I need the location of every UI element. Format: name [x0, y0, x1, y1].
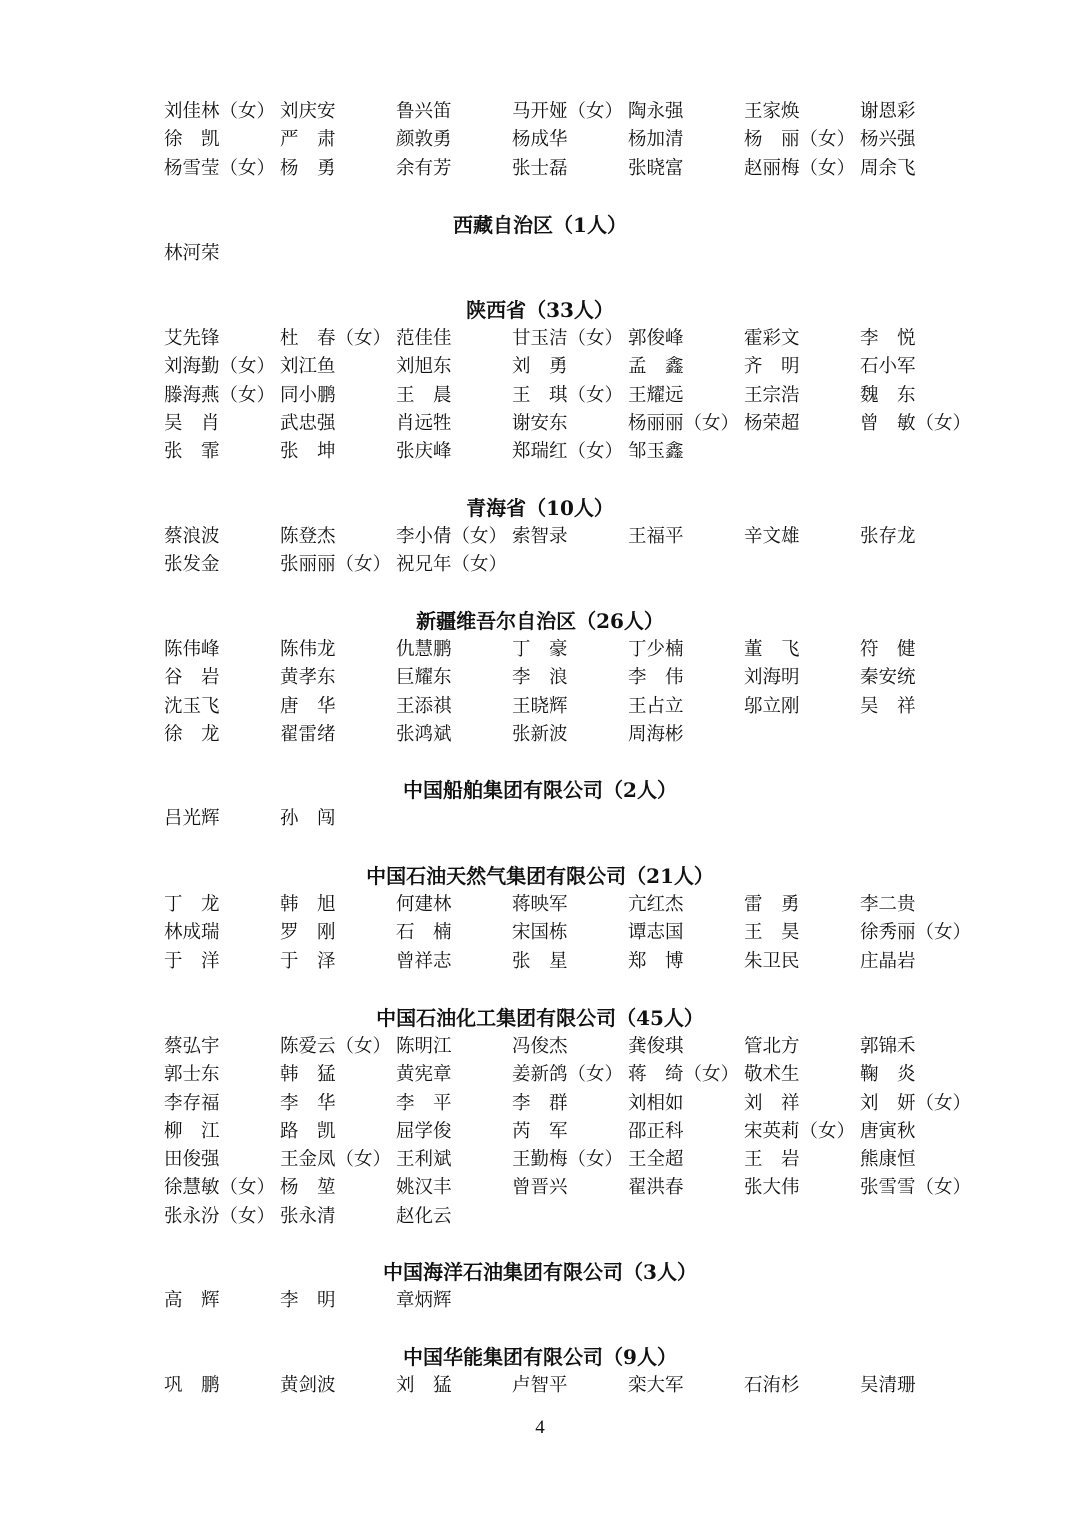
- person-name: 石洧杉: [744, 1375, 800, 1396]
- name-block: [0, 1033, 1080, 1231]
- name-block: [0, 325, 1080, 466]
- person-name: 王 琪（女）: [512, 384, 624, 406]
- person-name: 翟洪春: [628, 1177, 684, 1199]
- person-name: 谷 岩: [164, 667, 220, 689]
- person-name: 石小军: [860, 356, 916, 378]
- name-row: [0, 891, 1080, 919]
- person-name: 丁少楠: [628, 639, 684, 660]
- name-row: [0, 1118, 1080, 1146]
- person-name: 王利斌: [396, 1149, 452, 1171]
- name-row: [0, 126, 1080, 154]
- person-name: 熊康恒: [860, 1149, 916, 1171]
- person-name: 郑瑞红（女）: [512, 441, 624, 463]
- person-name: 马开娅（女）: [512, 101, 624, 122]
- name-row: [0, 1061, 1080, 1089]
- person-name: 郭锦禾: [860, 1036, 916, 1057]
- person-name: 滕海燕（女）: [164, 384, 276, 406]
- name-row: [0, 240, 1080, 268]
- person-name: 柳 江: [164, 1120, 220, 1142]
- person-name: 同小鹏: [280, 384, 336, 406]
- person-name: 周余飞: [860, 157, 916, 179]
- person-name: 陶永强: [628, 101, 684, 122]
- person-name: 刘旭东: [396, 356, 452, 378]
- name-row: [0, 1174, 1080, 1202]
- person-name: 张 星: [512, 950, 568, 972]
- person-name: 李 悦: [860, 328, 916, 349]
- name-row: [0, 410, 1080, 438]
- person-name: 李 浪: [512, 667, 568, 689]
- person-name: 李 华: [280, 1092, 336, 1114]
- person-name: 路 凯: [280, 1120, 336, 1142]
- section-heading: 中国华能集团有限公司（9人）: [403, 1345, 677, 1369]
- name-row: [0, 353, 1080, 381]
- person-name: 李小倩（女）: [396, 526, 508, 547]
- person-name: 谢恩彩: [860, 101, 916, 122]
- person-name: 谢安东: [512, 412, 568, 434]
- name-row: [0, 325, 1080, 353]
- person-name: 徐 凯: [164, 129, 220, 151]
- name-row: [0, 1287, 1080, 1315]
- person-name: 王 昊: [744, 922, 800, 944]
- person-name: 张 坤: [280, 441, 336, 463]
- person-name: 韩 猛: [280, 1064, 336, 1086]
- person-name: 李 平: [396, 1092, 452, 1114]
- person-name: 符 健: [860, 639, 916, 660]
- name-row: [0, 1203, 1080, 1231]
- person-name: 蔡弘宇: [164, 1036, 220, 1057]
- person-name: 刘 勇: [512, 356, 568, 378]
- person-name: 王占立: [628, 695, 684, 717]
- person-name: 鲁兴笛: [396, 101, 452, 122]
- name-block: [0, 523, 1080, 580]
- name-row: [0, 1372, 1080, 1400]
- person-name: 艾先锋: [164, 328, 220, 349]
- person-name: 杨荣超: [744, 412, 800, 434]
- person-name: 王 晨: [396, 384, 452, 406]
- person-name: 张永汾（女）: [164, 1205, 276, 1227]
- person-name: 芮 军: [512, 1120, 568, 1142]
- person-name: 唐寅秋: [860, 1120, 916, 1142]
- person-name: 索智录: [512, 526, 568, 547]
- person-name: 陈爱云（女）: [280, 1036, 392, 1057]
- name-block: [0, 891, 1080, 976]
- name-block: [0, 98, 1080, 183]
- person-name: 肖远牲: [396, 412, 452, 434]
- person-name: 田俊强: [164, 1149, 220, 1171]
- name-row: [0, 1146, 1080, 1174]
- person-name: 张鸿斌: [396, 723, 452, 745]
- person-name: 武忠强: [280, 412, 336, 434]
- name-block: [0, 1372, 1080, 1400]
- person-name: 黄孝东: [280, 667, 336, 689]
- person-name: 张新波: [512, 723, 568, 745]
- person-name: 石 楠: [396, 922, 452, 944]
- person-name: 刘 妍（女）: [860, 1092, 972, 1114]
- name-row: [0, 551, 1080, 579]
- name-row: [0, 721, 1080, 749]
- person-name: 董 飞: [744, 639, 800, 660]
- person-name: 王 岩: [744, 1149, 800, 1171]
- name-row: [0, 636, 1080, 664]
- person-name: 管北方: [744, 1036, 800, 1057]
- person-name: 孟 鑫: [628, 356, 684, 378]
- person-name: 林河荣: [164, 243, 220, 264]
- name-row: [0, 523, 1080, 551]
- person-name: 魏 东: [860, 384, 916, 406]
- person-name: 冯俊杰: [512, 1036, 568, 1057]
- person-name: 杨加清: [628, 129, 684, 151]
- person-name: 宋英莉（女）: [744, 1120, 856, 1142]
- person-name: 甘玉洁（女）: [512, 328, 624, 349]
- person-name: 巨耀东: [396, 667, 452, 689]
- person-name: 吴清珊: [860, 1375, 916, 1396]
- name-row: [0, 1033, 1080, 1061]
- person-name: 于 洋: [164, 950, 220, 972]
- person-name: 陈伟峰: [164, 639, 220, 660]
- person-name: 李存福: [164, 1092, 220, 1114]
- person-name: 曾祥志: [396, 950, 452, 972]
- person-name: 亢红杰: [628, 894, 684, 915]
- person-name: 姜新鸽（女）: [512, 1064, 624, 1086]
- person-name: 邵正科: [628, 1120, 684, 1142]
- person-name: 沈玉飞: [164, 695, 220, 717]
- name-row: [0, 1090, 1080, 1118]
- person-name: 曾 敏（女）: [860, 412, 972, 434]
- person-name: 刘 猛: [396, 1375, 452, 1396]
- person-name: 陈明江: [396, 1036, 452, 1057]
- name-row: [0, 98, 1080, 126]
- section-heading: 中国海洋石油集团有限公司（3人）: [383, 1260, 697, 1284]
- person-name: 徐 龙: [164, 723, 220, 745]
- person-name: 曾晋兴: [512, 1177, 568, 1199]
- person-name: 王家焕: [744, 101, 800, 122]
- person-name: 李 群: [512, 1092, 568, 1114]
- person-name: 王福平: [628, 526, 684, 547]
- person-name: 张晓富: [628, 157, 684, 179]
- person-name: 邹玉鑫: [628, 441, 684, 463]
- person-name: 刘 祥: [744, 1092, 800, 1114]
- person-name: 郑 博: [628, 950, 684, 972]
- person-name: 王添祺: [396, 695, 452, 717]
- person-name: 徐慧敏（女）: [164, 1177, 276, 1199]
- person-name: 蒋映军: [512, 894, 568, 915]
- person-name: 王金凤（女）: [280, 1149, 392, 1171]
- name-block: [0, 240, 1080, 268]
- person-name: 赵化云: [396, 1205, 452, 1227]
- person-name: 唐 华: [280, 695, 336, 717]
- person-name: 李二贵: [860, 894, 916, 915]
- person-name: 颜敦勇: [396, 129, 452, 151]
- person-name: 孙 闯: [280, 808, 336, 829]
- person-name: 张士磊: [512, 157, 568, 179]
- name-row: [0, 382, 1080, 410]
- page-number: 4: [535, 1417, 545, 1438]
- person-name: 霍彩文: [744, 328, 800, 349]
- section-heading: 新疆维吾尔自治区（26人）: [416, 609, 664, 633]
- person-name: 巩 鹏: [164, 1375, 220, 1396]
- person-name: 张发金: [164, 554, 220, 576]
- person-name: 郭士东: [164, 1064, 220, 1086]
- person-name: 庄晶岩: [860, 950, 916, 972]
- person-name: 杨丽丽（女）: [628, 412, 740, 434]
- person-name: 何建林: [396, 894, 452, 915]
- person-name: 张永清: [280, 1205, 336, 1227]
- name-row: [0, 919, 1080, 947]
- name-row: [0, 155, 1080, 183]
- section-heading: 陕西省（33人）: [466, 298, 614, 322]
- person-name: 严 肃: [280, 129, 336, 151]
- person-name: 韩 旭: [280, 894, 336, 915]
- section-heading: 中国石油天然气集团有限公司（21人）: [366, 864, 714, 888]
- person-name: 刘佳林（女）: [164, 101, 276, 122]
- person-name: 杨 勇: [280, 157, 336, 179]
- person-name: 朱卫民: [744, 950, 800, 972]
- name-block: [0, 636, 1080, 749]
- person-name: 杨成华: [512, 129, 568, 151]
- person-name: 吴 祥: [860, 695, 916, 717]
- person-name: 余有芳: [396, 157, 452, 179]
- person-name: 杨雪莹（女）: [164, 157, 276, 179]
- name-row: [0, 693, 1080, 721]
- person-name: 赵丽梅（女）: [744, 157, 856, 179]
- person-name: 卢智平: [512, 1375, 568, 1396]
- person-name: 秦安统: [860, 667, 916, 689]
- person-name: 张庆峰: [396, 441, 452, 463]
- person-name: 翟雷绪: [280, 723, 336, 745]
- section-heading: 西藏自治区（1人）: [453, 213, 627, 237]
- section-heading: 青海省（10人）: [466, 496, 614, 520]
- person-name: 黄剑波: [280, 1375, 336, 1396]
- person-name: 宋国栋: [512, 922, 568, 944]
- person-name: 丁 豪: [512, 639, 568, 660]
- section-heading: 中国石油化工集团有限公司（45人）: [376, 1006, 704, 1030]
- name-row: [0, 664, 1080, 692]
- person-name: 吴 肖: [164, 412, 220, 434]
- person-name: 罗 刚: [280, 922, 336, 944]
- person-name: 郭俊峰: [628, 328, 684, 349]
- person-name: 蔡浪波: [164, 526, 220, 547]
- person-name: 周海彬: [628, 723, 684, 745]
- person-name: 张 霏: [164, 441, 220, 463]
- name-row: [0, 948, 1080, 976]
- person-name: 章炳辉: [396, 1290, 452, 1311]
- person-name: 辛文雄: [744, 526, 800, 547]
- person-name: 刘海勤（女）: [164, 356, 276, 378]
- person-name: 姚汉丰: [396, 1177, 452, 1199]
- person-name: 杨 丽（女）: [744, 129, 856, 151]
- person-name: 邬立刚: [744, 695, 800, 717]
- person-name: 张大伟: [744, 1177, 800, 1199]
- person-name: 张丽丽（女）: [280, 554, 392, 576]
- person-name: 雷 勇: [744, 894, 800, 915]
- person-name: 刘庆安: [280, 101, 336, 122]
- name-row: [0, 438, 1080, 466]
- person-name: 丁 龙: [164, 894, 220, 915]
- person-name: 谭志国: [628, 922, 684, 944]
- person-name: 刘海明: [744, 667, 800, 689]
- person-name: 陈伟龙: [280, 639, 336, 660]
- name-block: [0, 805, 1080, 833]
- person-name: 高 辉: [164, 1290, 220, 1311]
- person-name: 齐 明: [744, 356, 800, 378]
- section-heading: 中国船舶集团有限公司（2人）: [403, 778, 677, 802]
- person-name: 王耀远: [628, 384, 684, 406]
- person-name: 王勤梅（女）: [512, 1149, 624, 1171]
- person-name: 于 泽: [280, 950, 336, 972]
- person-name: 龚俊琪: [628, 1036, 684, 1057]
- person-name: 黄宪章: [396, 1064, 452, 1086]
- person-name: 敬术生: [744, 1064, 800, 1086]
- person-name: 蒋 绮（女）: [628, 1064, 740, 1086]
- person-name: 王宗浩: [744, 384, 800, 406]
- person-name: 李 明: [280, 1290, 336, 1311]
- person-name: 杨 堃: [280, 1177, 336, 1199]
- person-name: 杨兴强: [860, 129, 916, 151]
- person-name: 张存龙: [860, 526, 916, 547]
- person-name: 林成瑞: [164, 922, 220, 944]
- person-name: 陈登杰: [280, 526, 336, 547]
- person-name: 刘江鱼: [280, 356, 336, 378]
- person-name: 屈学俊: [396, 1120, 452, 1142]
- person-name: 鞠 炎: [860, 1064, 916, 1086]
- person-name: 仇慧鹏: [396, 639, 452, 660]
- name-row: [0, 805, 1080, 833]
- person-name: 杜 春（女）: [280, 328, 392, 349]
- person-name: 王全超: [628, 1149, 684, 1171]
- person-name: 张雪雪（女）: [860, 1177, 972, 1199]
- person-name: 范佳佳: [396, 328, 452, 349]
- person-name: 徐秀丽（女）: [860, 922, 972, 944]
- person-name: 祝兄年（女）: [396, 554, 508, 576]
- person-name: 栾大军: [628, 1375, 684, 1396]
- person-name: 李 伟: [628, 667, 684, 689]
- name-block: [0, 1287, 1080, 1315]
- person-name: 吕光辉: [164, 808, 220, 829]
- person-name: 刘相如: [628, 1092, 684, 1114]
- person-name: 王晓辉: [512, 695, 568, 717]
